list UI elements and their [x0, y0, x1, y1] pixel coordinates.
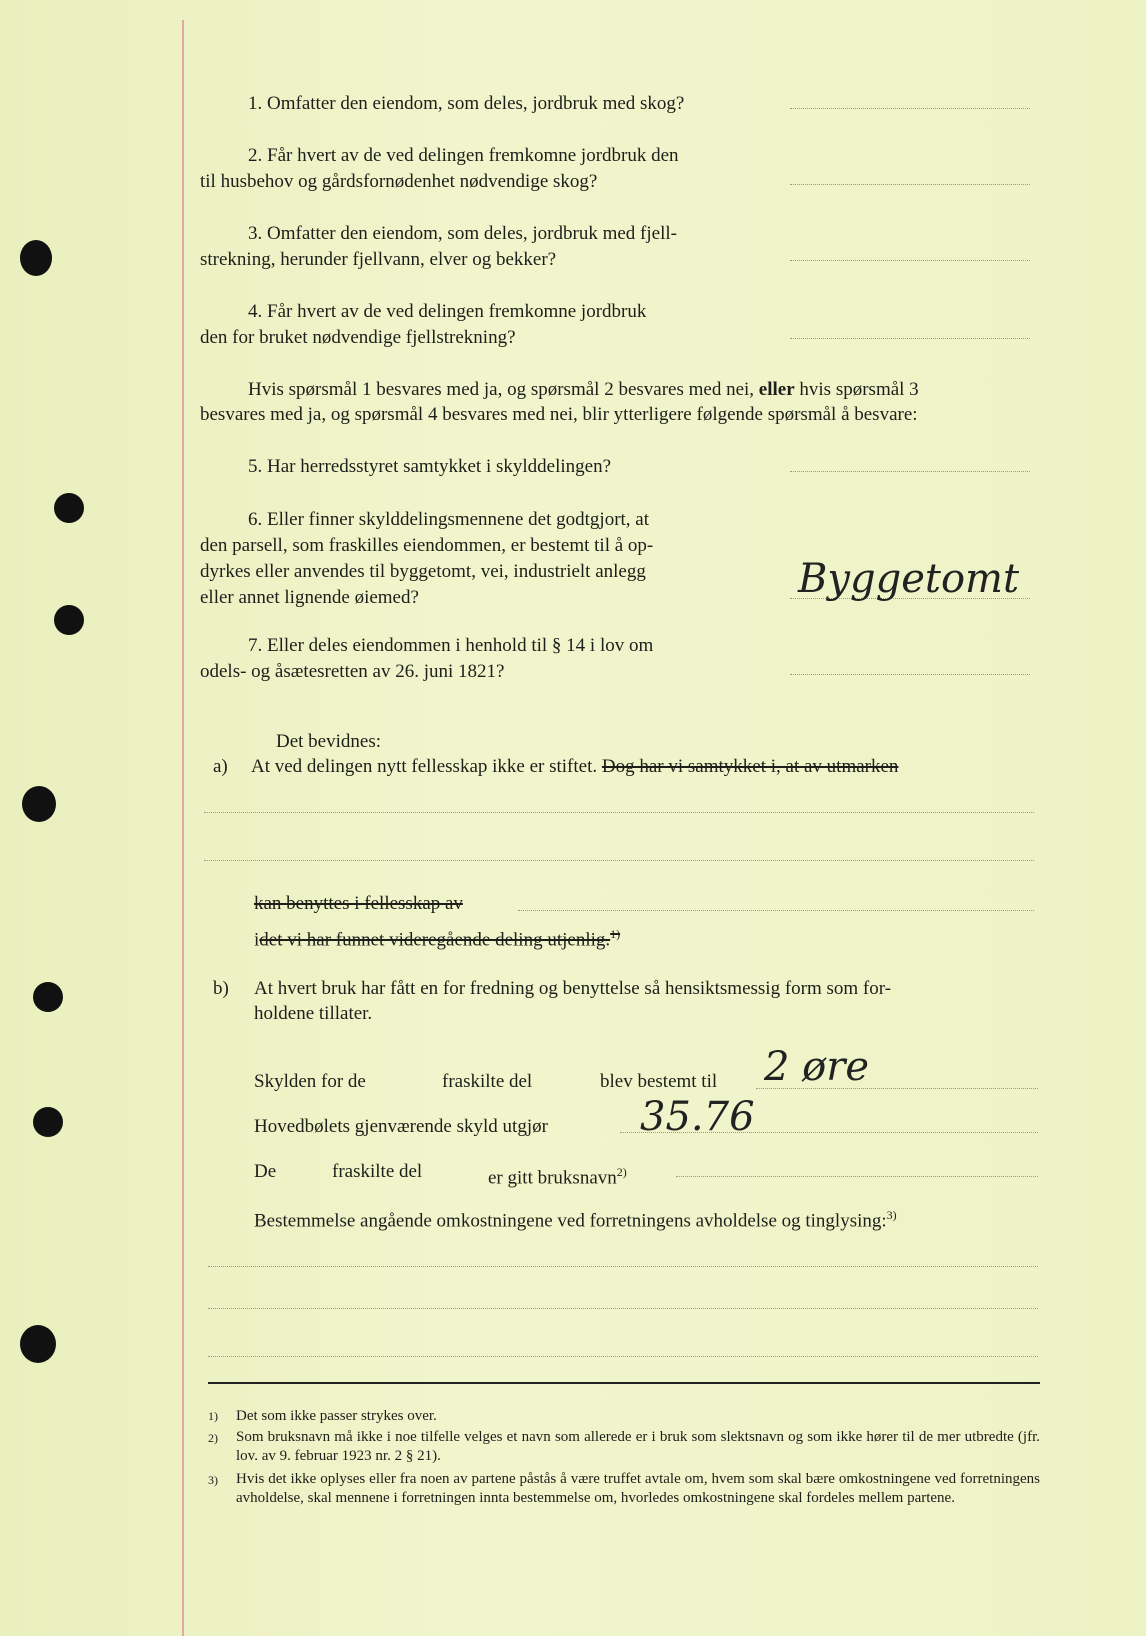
handwritten-hovedbol: 35.76 — [640, 1094, 755, 1140]
question-2-line-2: til husbehov og gårdsfornødenhet nødvendige skog? — [200, 171, 598, 192]
bruksnavn-label-text: er gitt bruksnavn — [488, 1167, 617, 1189]
question-4-line-1: 4. Får hvert av de ved delingen fremkomne jordbruk — [248, 301, 647, 322]
punch-hole — [20, 240, 52, 276]
question-7-line-2: odels- og åsætesretten av 26. juni 1821? — [200, 661, 505, 682]
question-6-line-3: dyrkes eller anvendes til byggetomt, vei, industrielt anlegg — [200, 561, 646, 582]
struck-line-2-prefix: i — [254, 929, 260, 951]
answer-line-q1[interactable] — [790, 108, 1030, 109]
footnote-1-text: Det som ikke passer strykes over. — [236, 1408, 437, 1424]
question-3-line-1: 3. Omfatter den eiendom, som deles, jordbruk med fjell- — [248, 223, 677, 244]
condition-text-a: Hvis spørsmål 1 besvares med ja, og spørsmål 2 besvares med nei, — [248, 379, 755, 400]
footnote-2-text: Som bruksnavn må ikke i noe tilfelle velges et navn som allerede er i bruk som slektsnavn og som ikke hører til de mer utbredte (jfr. lov. av 9. februar 1923 nr. 2 § 21). — [236, 1429, 1040, 1464]
bruksnavn-answer-line[interactable] — [676, 1176, 1038, 1177]
footnote-2-mark: 2) — [208, 1431, 218, 1445]
bevidnes-heading: Det bevidnes: — [276, 731, 382, 752]
answer-line-q4[interactable] — [790, 338, 1030, 339]
item-a-line — [251, 755, 898, 779]
blank-line-a1[interactable] — [204, 812, 1034, 813]
question-3-line-2: strekning, herunder fjellvann, elver og bekker? — [200, 249, 557, 270]
question-4-line-2: den for bruket nødvendige fjellstrekning? — [200, 327, 516, 348]
bruksnavn-label-b: fraskilte del — [332, 1161, 423, 1182]
punch-hole — [54, 493, 84, 523]
item-b-line-2: holdene tillater. — [254, 1003, 373, 1024]
item-b-line-1: At hvert bruk har fått en for fredning og benyttelse så hensiktsmessig form som for- — [254, 978, 892, 999]
footnote-ref-2: 2) — [616, 1165, 627, 1179]
footnote-3-text: Hvis det ikke oplyses eller fra noen av partene påstås å være truffet avtale om, hvem som skal bære omkostningene ved forretningens avholdelse, skal mennene i forretningen innta bestemmelse om, hvorledes omkostningene skal fordeles mellem partene. — [236, 1471, 1040, 1506]
item-a-struck-text: Dog har vi samtykket i, at av utmarken — [601, 756, 899, 777]
handwritten-skyld: 2 øre — [764, 1044, 870, 1090]
condition-text-b: hvis spørsmål 3 — [799, 379, 919, 400]
question-7-line-1: 7. Eller deles eiendommen i henhold til § 14 i lov om — [248, 635, 654, 656]
question-6-line-1: 6. Eller finner skylddelingsmennene det godtgjort, at — [248, 509, 650, 530]
answer-line-q3[interactable] — [790, 260, 1030, 261]
struck-line-2 — [254, 922, 620, 952]
question-5: 5. Har herredsstyret samtykket i skylddelingen? — [248, 456, 612, 477]
footnote-ref-3: 3) — [886, 1208, 897, 1222]
bestemmelse-label — [254, 1203, 897, 1233]
question-6-line-4: eller annet lignende øiemed? — [200, 587, 419, 608]
punch-hole — [54, 605, 84, 635]
bruksnavn-label-a: De — [254, 1161, 277, 1182]
item-a-marker: a) — [213, 756, 228, 777]
item-b-marker: b) — [213, 978, 229, 999]
hovedbol-label: Hovedbølets gjenværende skyld utgjør — [254, 1116, 548, 1137]
skyld-label-b: fraskilte del — [442, 1071, 533, 1092]
item-a-text: At ved delingen nytt fellesskap ikke er stiftet. — [251, 756, 598, 777]
handwritten-answer-q6: Byggetomt — [798, 556, 1020, 602]
condition-line-2: besvares med ja, og spørsmål 4 besvares med nei, blir ytterligere følgende spørsmål å besvare: — [200, 404, 918, 425]
punch-hole — [20, 1325, 56, 1363]
punch-hole — [33, 982, 63, 1012]
punch-hole — [22, 786, 56, 822]
margin-rule — [182, 20, 184, 1636]
skyld-label-a: Skylden for de — [254, 1071, 366, 1092]
footnote-rule — [208, 1382, 1040, 1384]
answer-line-q5[interactable] — [790, 471, 1030, 472]
struck-text-2: det vi har funnet videregående deling utjenlig. — [259, 929, 611, 951]
struck-footnote-ref-1: 1) — [610, 927, 621, 941]
question-2-line-1: 2. Får hvert av de ved delingen fremkomne jordbruk den — [248, 145, 679, 166]
answer-line-q2[interactable] — [790, 184, 1030, 185]
struck-line-1 — [254, 892, 463, 916]
blank-line-a2[interactable] — [204, 860, 1034, 861]
skyld-label-c: blev bestemt til — [600, 1071, 718, 1092]
bestemmelse-line-1[interactable] — [208, 1266, 1038, 1267]
struck-text-1: kan benyttes i fellesskap av — [254, 893, 463, 914]
punch-hole — [33, 1107, 63, 1137]
footnote-3-mark: 3) — [208, 1473, 218, 1487]
answer-line-q7[interactable] — [790, 674, 1030, 675]
condition-line-1 — [248, 378, 919, 402]
condition-bold: eller — [758, 379, 795, 400]
question-6-line-2: den parsell, som fraskilles eiendommen, er bestemt til å op- — [200, 535, 654, 556]
bestemmelse-line-3[interactable] — [208, 1356, 1038, 1357]
bruksnavn-label-c — [488, 1160, 627, 1190]
bestemmelse-text: Bestemmelse angående omkostningene ved forretningens avholdelse og tinglysing: — [254, 1210, 887, 1232]
footnote-1-mark: 1) — [208, 1409, 218, 1423]
question-1: 1. Omfatter den eiendom, som deles, jordbruk med skog? — [248, 93, 685, 114]
bestemmelse-line-2[interactable] — [208, 1308, 1038, 1309]
blank-line-struck-1[interactable] — [518, 910, 1034, 911]
